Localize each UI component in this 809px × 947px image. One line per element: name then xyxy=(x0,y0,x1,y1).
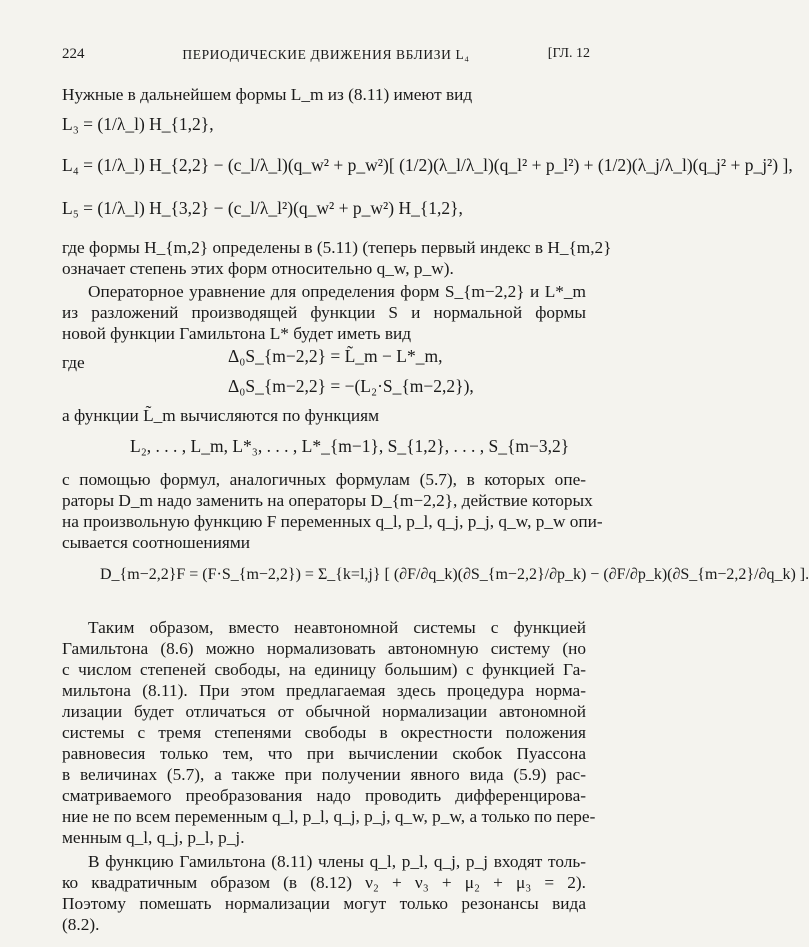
paragraph-line: сывается соотношениями xyxy=(62,533,251,552)
paragraph-line: Гамильтона (8.6) можно нормализовать автономную систему (но xyxy=(62,639,586,658)
paragraph-line: означает степень этих форм относительно q_w, p_w). xyxy=(62,259,454,278)
paragraph-line: раторы D_m надо заменить на операторы D_{m−2,2}, действие которых xyxy=(62,491,593,510)
paragraph-line: Операторное уравнение для определения форм S_{m−2,2} и L*_m xyxy=(88,282,586,301)
paragraph-line: Нужные в дальнейшем формы L_m из (8.11) имеют вид xyxy=(62,85,473,104)
equation-D-operator: D_{m−2,2}F = (F·S_{m−2,2}) = Σ_{k=l,j} [ (∂F/∂q_k)(∂S_{m−2,2}/∂p_k) − (∂F/∂p_k)(∂S_{m−2,2}/∂q_k) ]. xyxy=(100,566,809,583)
running-header xyxy=(62,46,590,66)
paragraph-line: сматриваемого преобразования надо проводить дифференцирова- xyxy=(62,786,586,805)
paragraph-line: ко квадратичным образом (в (8.12) ν₂ + ν₃ + μ₂ + μ₃ = 2). xyxy=(62,873,586,892)
paragraph-line: с помощью формул, аналогичных формулам (5.7), в которых опе- xyxy=(62,470,586,489)
paragraph-line: системы с тремя степенями свободы в окрестности положения xyxy=(62,723,586,742)
equation-L4: L₄ = (1/λ_l) H_{2,2} − (c_l/λ_l)(q_w² + p_w²)[ (1/2)(λ_l/λ_l)(q_l² + p_l²) + (1/2)(λ_j/λ_l)(q_j² + p_j²) ], xyxy=(62,155,793,175)
paragraph-line: равновесия только тем, что при вычислении скобок Пуассона xyxy=(62,744,586,763)
paragraph-line: менным q_l, q_j, p_l, p_j. xyxy=(62,828,245,847)
paragraph-line: Таким образом, вместо неавтономной системы с функцией xyxy=(88,618,586,637)
equation-L3: L₃ = (1/λ_l) H_{1,2}, xyxy=(62,114,214,134)
running-title: ПЕРИОДИЧЕСКИЕ ДВИЖЕНИЯ ВБЛИЗИ L₄ xyxy=(182,47,470,62)
paragraph-line: с числом степеней свободы, на единицу большим) с функцией Га- xyxy=(62,660,586,679)
paragraph-line: новой функции Гамильтона L* будет иметь вид xyxy=(62,324,412,343)
paragraph-line: (8.2). xyxy=(62,915,100,934)
equation-operator: Δ₀S_{m−2,2} = L̃_m − L*_m, xyxy=(228,346,443,366)
paragraph-line: лизации будет отличаться от обычной нормализации автономной xyxy=(62,702,586,721)
paragraph-line: мильтона (8.11). При этом предлагаемая здесь процедура норма- xyxy=(62,681,586,700)
word-where: где xyxy=(62,353,85,372)
paragraph-line: ние не по всем переменным q_l, p_l, q_j, p_j, q_w, p_w, а только по пере- xyxy=(62,807,596,826)
paragraph-line: в величинах (5.7), а также при получении явного вида (5.9) рас- xyxy=(62,765,586,784)
paragraph-line: а функции L̃_m вычисляются по функциям xyxy=(62,406,380,425)
paragraph-line: В функцию Гамильтона (8.11) члены q_l, p_l, q_j, p_j входят толь- xyxy=(88,852,586,871)
chapter-label: [ГЛ. 12 xyxy=(547,46,590,61)
equation-L5: L₅ = (1/λ_l) H_{3,2} − (c_l/λ_l²)(q_w² + p_w²) H_{1,2}, xyxy=(62,198,463,218)
paragraph-line: на произвольную функцию F переменных q_l, p_l, q_j, p_j, q_w, p_w опи- xyxy=(62,512,603,531)
paragraph-line: из разложений производящей функции S и нормальной формы xyxy=(62,303,586,322)
page-number: 224 xyxy=(62,46,85,62)
equation-delta: Δ₀S_{m−2,2} = −(L₂·S_{m−2,2}), xyxy=(228,376,474,396)
equation-list: L₂, . . . , L_m, L*₃, . . . , L*_{m−1}, S_{1,2}, . . . , S_{m−3,2} xyxy=(130,436,570,456)
paragraph-line: где формы H_{m,2} определены в (5.11) (теперь первый индекс в H_{m,2} xyxy=(62,238,612,257)
paragraph-line: Поэтому помешать нормализации могут только резонансы вида xyxy=(62,894,586,913)
